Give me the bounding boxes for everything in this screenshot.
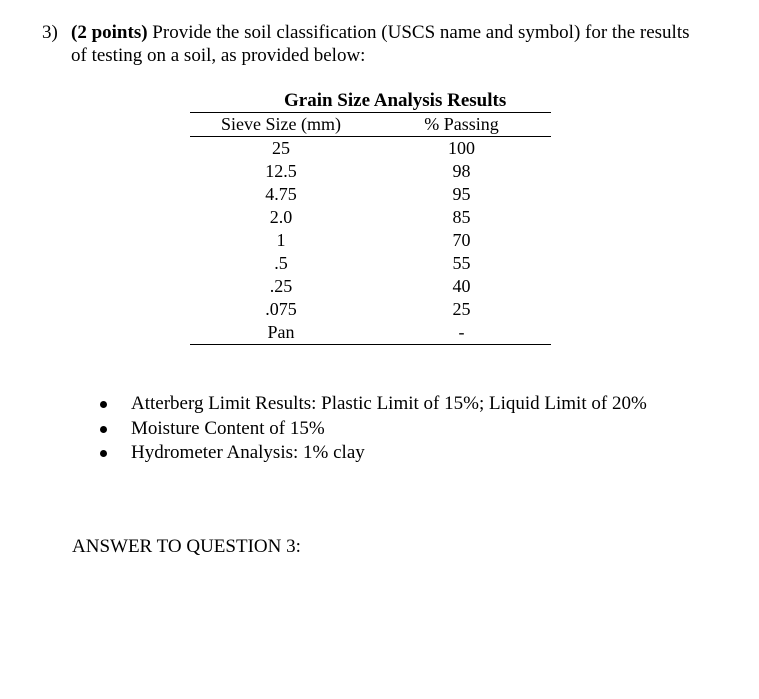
grain-size-table — [190, 113, 551, 345]
cell-sieve-size: Pan — [190, 321, 372, 345]
cell-sieve-size: .075 — [265, 299, 297, 319]
list-item-text: Hydrometer Analysis: 1% clay — [131, 442, 365, 463]
cell-percent-passing: 100 — [448, 138, 475, 158]
cell-percent-passing: 95 — [452, 184, 471, 204]
table-header-row — [190, 113, 551, 137]
list-item-text: Moisture Content of 15% — [131, 417, 325, 439]
cell-percent-passing: 85 — [452, 207, 471, 227]
cell-percent-passing: 25 — [452, 299, 471, 319]
table-row — [190, 206, 551, 229]
cell-sieve-size: 25 — [272, 138, 290, 158]
question-number: 3) — [42, 22, 58, 43]
cell-sieve-size: 2.0 — [269, 207, 293, 227]
grain-size-table-block — [190, 90, 551, 345]
table-row — [190, 252, 551, 275]
list-item-text: Atterberg Limit Results: Plastic Limit of 15%; Liquid Limit of 20% — [131, 393, 647, 414]
table-caption: Grain Size Analysis Results — [284, 90, 507, 111]
cell-sieve-size: 12.5 — [265, 161, 297, 181]
cell-percent-passing: 55 — [452, 253, 471, 273]
question-prompt — [42, 21, 742, 67]
cell-sieve-size: 1 — [276, 230, 286, 250]
table-row — [190, 137, 551, 161]
header-sieve-size: Sieve Size (mm) — [190, 113, 372, 137]
table-row — [190, 229, 551, 252]
question-text-line2: of testing on a soil, as provided below: — [71, 45, 366, 66]
table-row — [190, 298, 551, 321]
cell-percent-passing: 70 — [452, 230, 471, 250]
table-row — [190, 160, 551, 183]
bullet-icon — [100, 401, 107, 408]
question-text-line1: Provide the soil classification (USCS name and symbol) for the results — [147, 22, 690, 43]
question-points: (2 points) — [71, 22, 148, 43]
cell-percent-passing: 40 — [452, 276, 471, 296]
test-results-list — [100, 392, 647, 466]
list-item — [100, 417, 647, 442]
cell-sieve-size: .25 — [269, 276, 293, 296]
cell-sieve-size: 4.75 — [265, 184, 297, 204]
list-item — [100, 441, 647, 466]
header-percent-passing: % Passing — [372, 113, 551, 137]
table-row — [190, 321, 551, 345]
bullet-icon — [100, 450, 107, 457]
table-row — [190, 275, 551, 298]
cell-percent-passing: 98 — [452, 161, 471, 181]
cell-percent-passing: - — [372, 321, 551, 345]
answer-label: ANSWER TO QUESTION 3: — [72, 536, 301, 557]
bullet-icon — [100, 426, 107, 433]
list-item — [100, 392, 647, 417]
table-caption-row — [190, 90, 551, 112]
cell-sieve-size: .5 — [274, 253, 288, 273]
table-row — [190, 183, 551, 206]
